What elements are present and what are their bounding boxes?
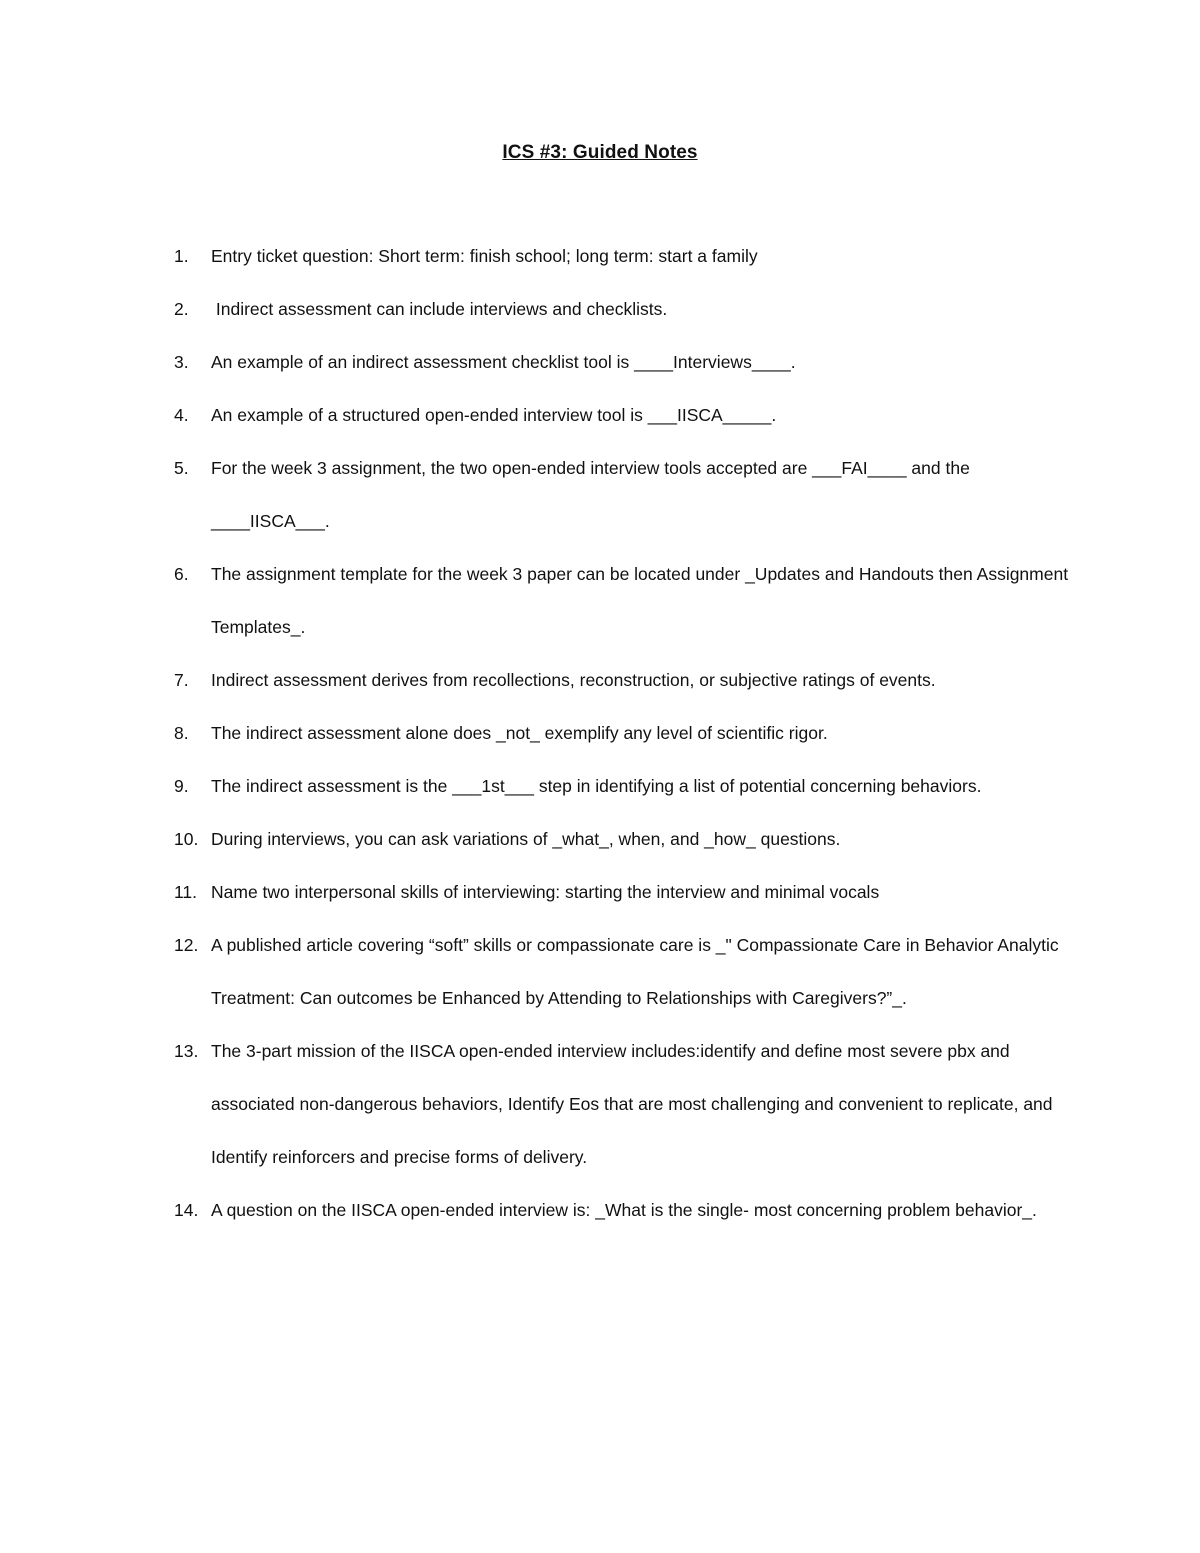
- item-text: Indirect assessment can include interviews and checklists.: [211, 299, 668, 319]
- list-item: [174, 1025, 1074, 1184]
- item-number: 7.: [174, 670, 189, 690]
- item-text: An example of an indirect assessment checklist tool is ____Interviews____.: [211, 352, 796, 372]
- item-text: During interviews, you can ask variations of _what_, when, and _how_ questions.: [211, 829, 841, 849]
- list-item: [174, 389, 1074, 442]
- guided-notes-list: [174, 230, 1074, 1237]
- list-item: [174, 442, 1074, 548]
- list-item: [174, 548, 1074, 654]
- item-number: 3.: [174, 352, 189, 372]
- item-number: 11.: [174, 882, 198, 902]
- item-text: For the week 3 assignment, the two open-ended interview tools accepted are ___FAI____ and the ____IISCA___.: [211, 458, 975, 531]
- item-number: 2.: [174, 299, 189, 319]
- item-text: Name two interpersonal skills of interviewing: starting the interview and minimal vocals: [211, 882, 880, 902]
- item-text: The assignment template for the week 3 paper can be located under _Updates and Handouts then Assignment Templates_.: [211, 564, 1073, 637]
- item-text: The indirect assessment alone does _not_ exemplify any level of scientific rigor.: [211, 723, 828, 743]
- list-item: [174, 1184, 1074, 1237]
- item-number: 13.: [174, 1041, 199, 1061]
- list-item: [174, 230, 1074, 283]
- item-number: 9.: [174, 776, 189, 796]
- item-number: 5.: [174, 458, 189, 478]
- list-item: [174, 283, 1074, 336]
- item-number: 12.: [174, 935, 199, 955]
- item-number: 10.: [174, 829, 199, 849]
- item-number: 1.: [174, 246, 189, 266]
- item-text: An example of a structured open-ended interview tool is ___IISCA_____.: [211, 405, 777, 425]
- list-item: [174, 707, 1074, 760]
- list-item: [174, 866, 1074, 919]
- item-number: 14.: [174, 1200, 199, 1220]
- item-number: 4.: [174, 405, 189, 425]
- item-text: A question on the IISCA open-ended interview is: _What is the single- most concerning problem behavior_.: [211, 1200, 1037, 1220]
- list-item: [174, 760, 1074, 813]
- item-text: Indirect assessment derives from recollections, reconstruction, or subjective ratings of events.: [211, 670, 936, 690]
- list-item: [174, 336, 1074, 389]
- item-number: 8.: [174, 723, 189, 743]
- item-text: The indirect assessment is the ___1st___ step in identifying a list of potential concerning behaviors.: [211, 776, 982, 796]
- list-item: [174, 654, 1074, 707]
- item-text: A published article covering “soft” skills or compassionate care is _" Compassionate Care in Behavior Analytic Treatment: Can outcomes be Enhanced by Attending to Relationships with Caregivers?”_.: [211, 935, 1064, 1008]
- item-text: Entry ticket question: Short term: finish school; long term: start a family: [211, 246, 758, 266]
- document-title: ICS #3: Guided Notes: [502, 142, 698, 163]
- item-text: The 3-part mission of the IISCA open-ended interview includes:identify and define most severe pbx and associated non-dangerous behaviors, Identify Eos that are most challenging and convenient to replicate, and Identify reinforcers and precise forms of delivery.: [211, 1041, 1058, 1167]
- item-number: 6.: [174, 564, 189, 584]
- list-item: [174, 919, 1074, 1025]
- list-item: [174, 813, 1074, 866]
